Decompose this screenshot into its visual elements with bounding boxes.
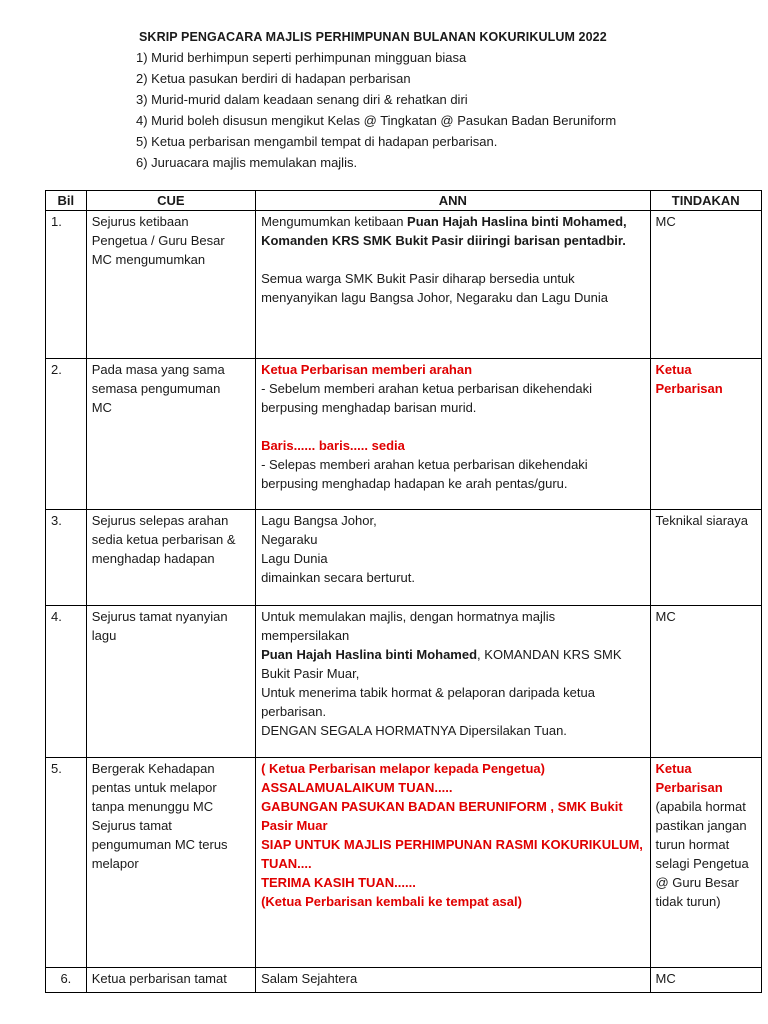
cue-line: MC mengumumkan [91,252,206,267]
header-tindakan: TINDAKAN [650,191,762,211]
cell-cue [86,510,255,606]
cell-cue [86,359,255,510]
cell-tindakan [650,359,762,510]
cue-line: tanpa menunggu MC [91,799,214,814]
ann-text: Mengumumkan ketibaan [261,214,408,229]
ann-text: DENGAN SEGALA HORMATNYA Dipersilakan Tuan. [261,723,567,738]
cell-ann [256,758,650,968]
cell-cue [86,758,255,968]
cell-tindakan [650,758,762,968]
cue-line: melapor [91,856,139,871]
cell-ann [256,606,650,758]
cue-line: pentas untuk melapor [91,780,217,795]
ann-red-line: (Ketua Perbarisan kembali ke tempat asal) [261,894,522,909]
table-row [46,359,762,510]
table-row [46,211,762,359]
cell-tindakan: Teknikal siaraya [650,510,762,606]
tindakan-note: @ Guru Besar [655,875,739,890]
cell-bil: 1. [46,211,87,359]
cue-line: MC [91,400,112,415]
cue-line: Sejurus tamat nyanyian [91,609,228,624]
ann-text: , KOMANDAN KRS SMK Bukit Pasir Muar, [261,647,622,681]
tindakan-note: turun hormat [655,837,730,852]
ann-red-line: ASSALAMUALAIKUM TUAN..... [261,780,453,795]
document-title: SKRIP PENGACARA MAJLIS PERHIMPUNAN BULANAN KOKURIKULUM 2022 [139,30,607,44]
cell-bil: 2. [46,359,87,510]
cell-bil: 3. [46,510,87,606]
tindakan-note: (apabila hormat [655,799,746,814]
ann-line: Lagu Dunia [261,551,328,566]
tindakan-note: tidak turun) [655,894,721,909]
instruction-item: 3) Murid-murid dalam keadaan senang diri & rehatkan diri [136,92,468,107]
table-row [46,758,762,968]
cue-line: Sejurus tamat [91,818,172,833]
cell-ann [256,359,650,510]
cell-cue [86,606,255,758]
cue-line: Sejurus ketibaan [91,214,189,229]
cue-line: sedia ketua perbarisan & [91,532,236,547]
cell-cue [86,211,255,359]
ann-text: Untuk memulakan majlis, dengan hormatnya majlis mempersilakan [261,609,556,643]
ann-text: Semua warga SMK Bukit Pasir diharap bersedia untuk menyanyikan lagu Bangsa Johor, Negaraku dan Lagu Dunia [261,271,608,305]
header-ann: ANN [256,191,650,211]
cell-tindakan: MC [650,606,762,758]
ann-text: Untuk menerima tabik hormat & pelaporan daripada ketua perbarisan. [261,685,595,719]
cell-ann: Salam Sejahtera [256,968,650,993]
cell-bil: 4. [46,606,87,758]
ann-red-heading: Ketua Perbarisan memberi arahan [261,362,473,377]
tindakan-note: pastikan jangan [655,818,747,833]
ann-red-line: TERIMA KASIH TUAN...... [261,875,416,890]
header-bil: Bil [46,191,87,211]
instruction-item: 1) Murid berhimpun seperti perhimpunan mingguan biasa [136,50,467,65]
table-row [46,510,762,606]
cue-line: pengumuman MC terus [91,837,228,852]
cue-line: Bergerak Kehadapan [91,761,215,776]
cell-ann [256,211,650,359]
instruction-item: 5) Ketua perbarisan mengambil tempat di hadapan perbarisan. [136,134,498,149]
cell-tindakan: MC [650,968,762,993]
ann-line: Negaraku [261,532,318,547]
ann-red-line: ( Ketua Perbarisan melapor kepada Pengetua) [261,761,545,776]
ann-text: - Selepas memberi arahan ketua perbarisan dikehendaki berpusing menghadap hadapan ke arah pentas/guru. [261,457,588,491]
tindakan-red: Perbarisan [655,381,723,396]
header-cue: CUE [86,191,255,211]
cell-tindakan: MC [650,211,762,359]
cue-line: Pengetua / Guru Besar [91,233,225,248]
cue-line: Pada masa yang sama [91,362,225,377]
cell-cue: Ketua perbarisan tamat [86,968,255,993]
instruction-item: 6) Juruacara majlis memulakan majlis. [136,155,358,170]
instruction-item: 2) Ketua pasukan berdiri di hadapan perbarisan [136,71,411,86]
tindakan-red: Ketua [655,362,692,377]
ann-bold-name: Puan Hajah Haslina binti Mohamed, Komanden KRS SMK Bukit Pasir diiringi barisan pentadbir. [261,214,627,248]
cell-bil: 5. [46,758,87,968]
ann-text: - Sebelum memberi arahan ketua perbarisan dikehendaki berpusing menghadap barisan murid. [261,381,593,415]
tindakan-red: Perbarisan [655,780,723,795]
table-header-row [46,191,762,211]
tindakan-note: selagi Pengetua [655,856,749,871]
table-row [46,968,762,993]
instruction-item: 4) Murid boleh disusun mengikut Kelas @ Tingkatan @ Pasukan Badan Beruniform [136,113,617,128]
cue-line: lagu [91,628,117,643]
ann-red-heading: Baris...... baris..... sedia [261,438,405,453]
cue-line: semasa pengumuman [91,381,221,396]
ann-line: Lagu Bangsa Johor, [261,513,377,528]
ann-red-line: SIAP UNTUK MAJLIS PERHIMPUNAN RASMI KOKURIKULUM, TUAN.... [261,837,643,871]
table-row [46,606,762,758]
cell-ann [256,510,650,606]
ann-red-line: GABUNGAN PASUKAN BADAN BERUNIFORM , SMK Bukit Pasir Muar [261,799,623,833]
cell-bil: 6. [46,968,87,993]
script-table [45,190,762,993]
cue-line: menghadap hadapan [91,551,215,566]
tindakan-red: Ketua [655,761,692,776]
instruction-list [136,47,616,173]
cue-line: Sejurus selepas arahan [91,513,229,528]
ann-bold-name: Puan Hajah Haslina binti Mohamed [261,647,478,662]
ann-line: dimainkan secara berturut. [261,570,415,585]
